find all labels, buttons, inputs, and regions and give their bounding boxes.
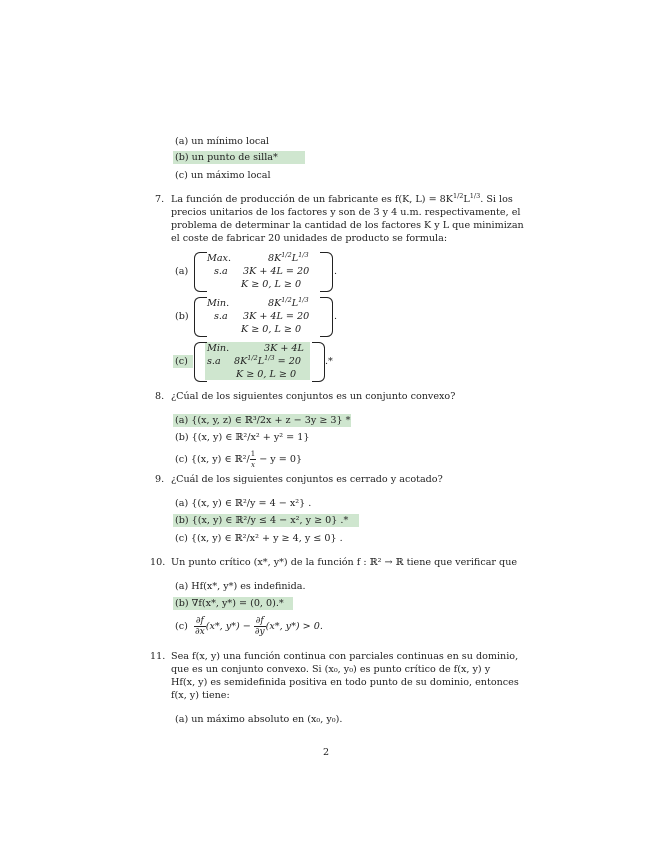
q9-stem: ¿Cuál de los siguientes conjuntos es cerrado y acotado? [171,474,443,485]
q8-number: 8. [155,391,165,402]
q7-b-tail: . [334,311,338,322]
q10-option-c-middle: (x*, y*) − [205,621,251,632]
q8-stem: ¿Cúal de los siguientes conjuntos es un conjunto convexo? [171,391,456,402]
q11-option-a: (a) un máximo absoluto en (x₀, y₀). [175,714,343,725]
q7-b-row2-op: s.a [214,311,228,322]
q7-b-label: (b) [175,311,189,322]
q7-b-row2-expr: 3K + 4L = 20 [243,311,310,322]
q7-b-row3: K ≥ 0, L ≥ 0 [241,324,302,335]
q11-stem-line-4: f(x, y) tiene: [171,690,230,701]
q7-stem-line-4: el coste de fabricar 20 unidades de producto se formula: [171,233,448,244]
fraction-numerator: ∂f [255,616,264,626]
q7-a-label: (a) [175,266,189,277]
q7-c-tail: .* [325,356,333,367]
q10-option-a: (a) Hf(x*, y*) es indefinida. [175,581,306,592]
q11-stem-line-3: Hf(x, y) es semidefinida positiva en todo punto de su dominio, entonces [171,677,519,688]
q10-option-c [175,614,323,640]
q10-number: 10. [150,557,166,568]
q8-option-c-suffix: − y = 0} [256,454,303,465]
fraction-denominator: ∂x [194,627,205,637]
q6-option-b: (b) un punto de silla* [175,152,278,163]
q7-c-row2-expr: $8K^{1/2}L^{1/3} = 20$ [234,354,301,367]
fraction-numerator: ∂f [195,616,204,626]
partial-derivative-x [194,616,206,637]
q7-stem-line-2: precios unitarios de los factores y son de 3 y 4 u.m. respectivamente, el [171,207,521,218]
q8-option-c [175,449,302,470]
q7-c-row1-expr: 3K + 4L [264,343,304,354]
fraction-denominator: ∂y [254,627,265,637]
q7-c-label: (c) [175,356,188,367]
q9-option-a: (a) {(x, y) ∈ ℝ²/y = 4 − x²} . [175,498,312,509]
q7-b-row1-expr: $8K^{1/2}L^{1/3}$ [268,296,309,309]
q6-option-a: (a) un mínimo local [175,136,270,147]
left-brace [194,252,207,292]
q11-stem-line-2: que es un conjunto convexo. Si (x₀, y₀) es punto crítico de f(x, y) y [171,664,491,675]
q7-a-row1-op: Max. [207,253,232,264]
right-brace [320,297,333,337]
q11-number: 11. [150,651,166,662]
q7-a-row2-op: s.a [214,266,228,277]
q10-stem: Un punto crítico (x*, y*) de la función f : ℝ² → ℝ tiene que verificar que [171,557,518,568]
q7-number: 7. [155,194,165,205]
q6-option-c: (c) un máximo local [175,170,271,181]
q9-number: 9. [155,474,165,485]
partial-derivative-y [254,616,266,637]
q10-option-c-end: (x*, y*) > 0. [265,621,323,632]
q8-option-c-prefix: (c) {(x, y) ∈ ℝ²/ [175,454,250,465]
q10-option-b: (b) ∇f(x*, y*) = (0, 0).* [175,598,284,609]
q9-option-c: (c) {(x, y) ∈ ℝ²/x² + y ≥ 4, y ≤ 0} . [175,533,343,544]
q9-option-b: (b) {(x, y) ∈ ℝ²/y ≤ 4 − x², y ≥ 0} .* [175,515,349,526]
q8-option-b: (b) {(x, y) ∈ ℝ²/x² + y² = 1} [175,432,310,443]
fraction-denominator: x [250,461,255,469]
q7-a-row1-expr: $8K^{1/2}L^{1/3}$ [268,251,309,264]
q7-a-tail: . [334,266,338,277]
q11-stem-line-1: Sea f(x, y) una función continua con parciales continuas en su dominio, [171,651,519,662]
q7-b-row1-op: Min. [207,298,230,309]
q7-stem-line-3: problema de determinar la cantidad de los factores K y L que minimizan [171,220,524,231]
q7-stem-line-1: La función de producción de un fabricante es f(K, $L) = 8K^{1/2}L^{1/3}$. Si los [171,192,513,205]
fraction-numerator: 1 [250,450,256,458]
q7-c-row1-op: Min. [207,343,230,354]
q7-a-row2-expr: 3K + 4L = 20 [243,266,310,277]
right-brace [312,342,325,382]
page-number: 2 [323,747,330,758]
q7-c-row2-op: s.a [207,356,221,367]
q10-option-c-label: (c) [175,621,188,632]
q7-a-row3: K ≥ 0, L ≥ 0 [241,279,302,290]
left-brace [194,342,207,382]
q7-c-row3: K ≥ 0, L ≥ 0 [236,369,297,380]
q8-option-a: (a) {(x, y, z) ∈ ℝ³/2x + z − 3y ≥ 3} * [175,415,351,426]
right-brace [320,252,333,292]
left-brace [194,297,207,337]
